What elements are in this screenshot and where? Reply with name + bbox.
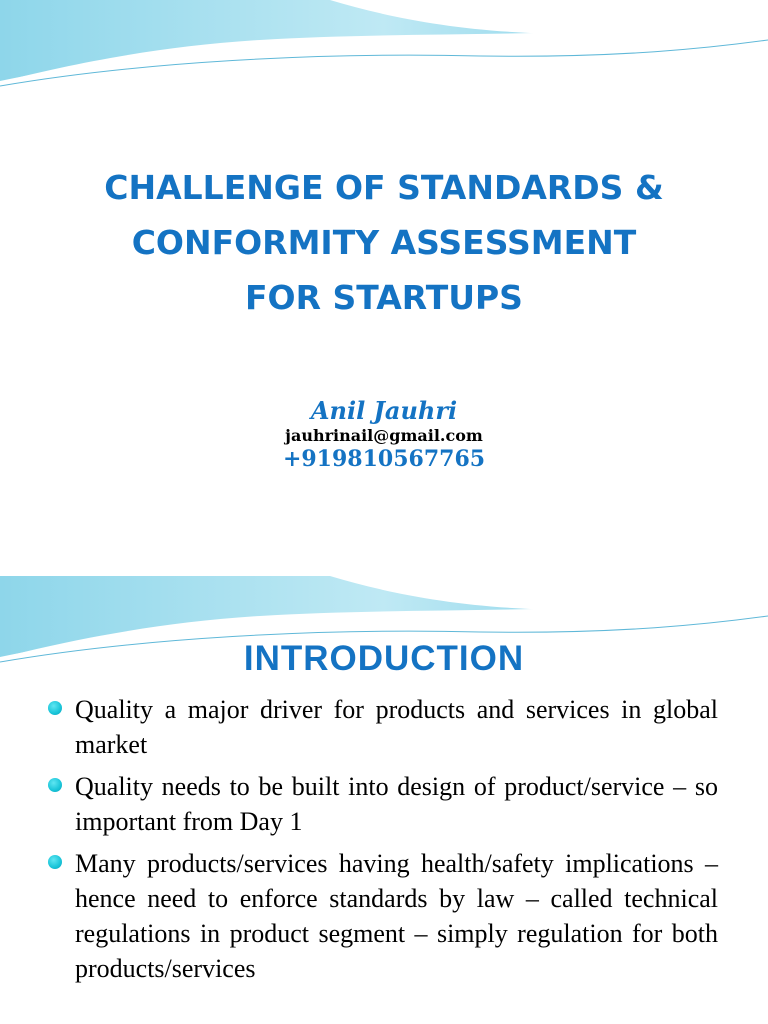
author-name: Anil Jauhri [310,396,458,425]
section-heading: INTRODUCTION [243,639,525,678]
bullet-text: Many products/services having health/safety implications – hence need to enforce standards by law – called technical regulations in product segment – simply regulation for both products/services [75,849,718,983]
bullet-dot-icon [48,855,62,869]
author-email: jauhrinail@gmail.com [285,426,483,445]
bullet-list [48,692,718,993]
header-wave-decoration [0,0,768,90]
introduction-slide [0,576,768,1024]
author-block [0,395,768,473]
bullet-dot-icon [48,778,62,792]
bullet-text: Quality needs to be built into design of product/service – so important from Day 1 [75,772,718,836]
author-phone: +919810567765 [282,446,486,472]
bullet-dot-icon [48,701,62,715]
list-item [48,846,718,986]
bullet-text: Quality a major driver for products and services in global market [75,695,718,759]
slide-title [0,160,768,325]
list-item [48,692,718,762]
title-line-1: CHALLENGE OF STANDARDS & [104,168,664,207]
list-item [48,769,718,839]
title-line-2: CONFORMITY ASSESSMENT [131,223,637,262]
title-line-3: FOR STARTUPS [245,278,523,317]
